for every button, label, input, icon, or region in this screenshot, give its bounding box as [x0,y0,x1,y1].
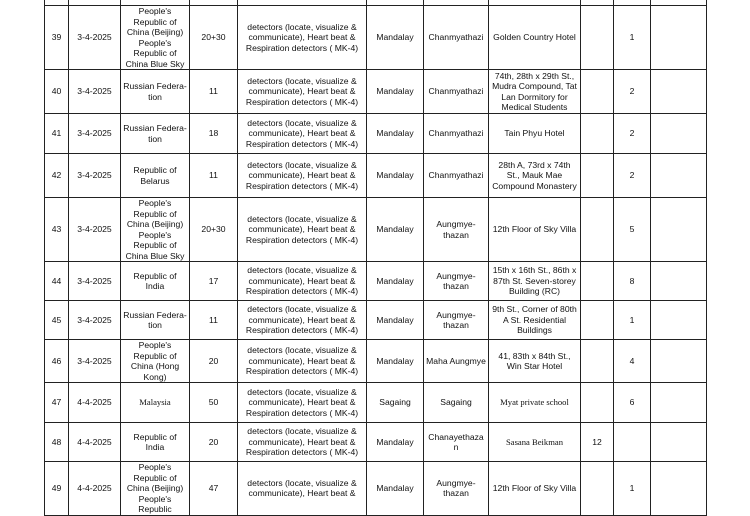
region-cell: Mandalay [367,301,424,340]
note-cell [651,301,707,340]
date-cell: 3-4-2025 [69,198,121,262]
count-cell: 1 [614,462,651,516]
equipment-cell: detectors (locate, visualize & communicate), Heart beat & [238,462,367,516]
count-cell: 2 [614,114,651,154]
table-row [45,262,707,301]
township-cell: Aungmye-thazan [424,462,489,516]
row-number-cell: 41 [45,114,69,154]
township-cell: Sagaing [424,383,489,423]
members-cell: 20 [190,423,238,462]
township-cell: Chanmyathazi [424,154,489,198]
note-cell [651,340,707,383]
row-number-cell: 43 [45,198,69,262]
note-cell [651,70,707,114]
extra-cell [581,301,614,340]
equipment-cell: detectors (locate, visualize & communicate), Heart beat & Respiration detectors ( MK-4) [238,154,367,198]
equipment-cell: detectors (locate, visualize & communicate), Heart beat & Respiration detectors ( MK-4) [238,423,367,462]
team-cell: People's Republic of China (Beijing) People's Republic of China Blue Sky [121,198,190,262]
township-cell: Aungmye-thazan [424,301,489,340]
count-cell: 4 [614,340,651,383]
table-row [45,198,707,262]
location-cell: 74th, 28th x 29th St., Mudra Compound, Tat Lan Dormitory for Medical Students [489,70,581,114]
equipment-cell: detectors (locate, visualize & communicate), Heart beat & Respiration detectors ( MK-4) [238,340,367,383]
township-cell: Aungmye-thazan [424,262,489,301]
members-cell: 11 [190,301,238,340]
extra-cell [581,462,614,516]
extra-cell [581,114,614,154]
date-cell: 3-4-2025 [69,340,121,383]
location-cell: 12th Floor of Sky Villa [489,462,581,516]
team-cell: Russian Federa-tion [121,70,190,114]
date-cell: 3-4-2025 [69,262,121,301]
note-cell [651,198,707,262]
table-row [45,462,707,516]
equipment-cell: detectors (locate, visualize & communicate), Heart beat & Respiration detectors ( MK-4) [238,70,367,114]
date-cell: 4-4-2025 [69,383,121,423]
location-cell: 15th x 16th St., 86th x 87th St. Seven-storey Building (RC) [489,262,581,301]
members-cell: 20+30 [190,6,238,70]
count-cell [614,423,651,462]
team-cell: People's Republic of China (Beijing) People's Republic of China Blue Sky [121,6,190,70]
date-cell: 3-4-2025 [69,114,121,154]
team-cell: Republic of India [121,262,190,301]
members-cell: 47 [190,462,238,516]
row-number-cell: 45 [45,301,69,340]
region-cell: Mandalay [367,340,424,383]
members-cell: 11 [190,70,238,114]
date-cell: 3-4-2025 [69,70,121,114]
table-row [45,70,707,114]
row-number-cell: 42 [45,154,69,198]
location-cell: Myat private school [489,383,581,423]
note-cell [651,6,707,70]
row-number-cell: 47 [45,383,69,423]
members-cell: 11 [190,154,238,198]
region-cell: Mandalay [367,6,424,70]
table-row [45,114,707,154]
row-number-cell: 46 [45,340,69,383]
count-cell: 1 [614,6,651,70]
equipment-cell: detectors (locate, visualize & communicate), Heart beat & Respiration detectors ( MK-4) [238,383,367,423]
extra-cell [581,70,614,114]
region-cell: Mandalay [367,154,424,198]
township-cell: Aungmye-thazan [424,198,489,262]
note-cell [651,262,707,301]
row-number-cell: 48 [45,423,69,462]
region-cell: Mandalay [367,198,424,262]
team-cell: Republic of India [121,423,190,462]
team-cell: Russian Federa-tion [121,114,190,154]
table-row [45,154,707,198]
township-cell: Maha Aungmye [424,340,489,383]
region-cell: Mandalay [367,462,424,516]
location-cell: Golden Country Hotel [489,6,581,70]
members-cell: 17 [190,262,238,301]
table-row [45,423,707,462]
row-number-cell: 44 [45,262,69,301]
note-cell [651,383,707,423]
township-cell: Chanayethazan [424,423,489,462]
equipment-cell: detectors (locate, visualize & communicate), Heart beat & Respiration detectors ( MK-4) [238,114,367,154]
region-cell: Mandalay [367,262,424,301]
rescue-operations-table [44,0,707,516]
extra-cell: 12 [581,423,614,462]
members-cell: 18 [190,114,238,154]
table-row [45,383,707,423]
count-cell: 1 [614,301,651,340]
region-cell: Mandalay [367,70,424,114]
extra-cell [581,340,614,383]
location-cell: 9th St., Corner of 80th A St. Residential Buildings [489,301,581,340]
members-cell: 50 [190,383,238,423]
region-cell: Mandalay [367,114,424,154]
count-cell: 2 [614,154,651,198]
count-cell: 5 [614,198,651,262]
note-cell [651,462,707,516]
date-cell: 3-4-2025 [69,154,121,198]
location-cell: 41, 83th x 84th St., Win Star Hotel [489,340,581,383]
row-number-cell: 40 [45,70,69,114]
location-cell: 12th Floor of Sky Villa [489,198,581,262]
table-row [45,340,707,383]
count-cell: 8 [614,262,651,301]
township-cell: Chanmyathazi [424,114,489,154]
date-cell: 3-4-2025 [69,6,121,70]
extra-cell [581,6,614,70]
count-cell: 6 [614,383,651,423]
equipment-cell: detectors (locate, visualize & communicate), Heart beat & Respiration detectors ( MK-4) [238,301,367,340]
extra-cell [581,383,614,423]
date-cell: 3-4-2025 [69,301,121,340]
team-cell: People's Republic of China (Hong Kong) [121,340,190,383]
extra-cell [581,262,614,301]
equipment-cell: detectors (locate, visualize & communicate), Heart beat & Respiration detectors ( MK-4) [238,262,367,301]
date-cell: 4-4-2025 [69,462,121,516]
members-cell: 20+30 [190,198,238,262]
row-number-cell: 49 [45,462,69,516]
row-number-cell: 39 [45,6,69,70]
table-row [45,6,707,70]
date-cell: 4-4-2025 [69,423,121,462]
note-cell [651,114,707,154]
township-cell: Chanmyathazi [424,70,489,114]
team-cell: Malaysia [121,383,190,423]
note-cell [651,423,707,462]
team-cell: Russian Federa-tion [121,301,190,340]
team-cell: Republic of Belarus [121,154,190,198]
extra-cell [581,198,614,262]
location-cell: Sasana Beikman [489,423,581,462]
equipment-cell: detectors (locate, visualize & communicate), Heart beat & Respiration detectors ( MK-4) [238,198,367,262]
location-cell: 28th A, 73rd x 74th St., Mauk Mae Compound Monastery [489,154,581,198]
members-cell: 20 [190,340,238,383]
table-row [45,301,707,340]
equipment-cell: detectors (locate, visualize & communicate), Heart beat & Respiration detectors ( MK-4) [238,6,367,70]
team-cell: People's Republic of China (Beijing) People's Republic [121,462,190,516]
note-cell [651,154,707,198]
extra-cell [581,154,614,198]
count-cell: 2 [614,70,651,114]
region-cell: Sagaing [367,383,424,423]
township-cell: Chanmyathazi [424,6,489,70]
location-cell: Tain Phyu Hotel [489,114,581,154]
region-cell: Mandalay [367,423,424,462]
